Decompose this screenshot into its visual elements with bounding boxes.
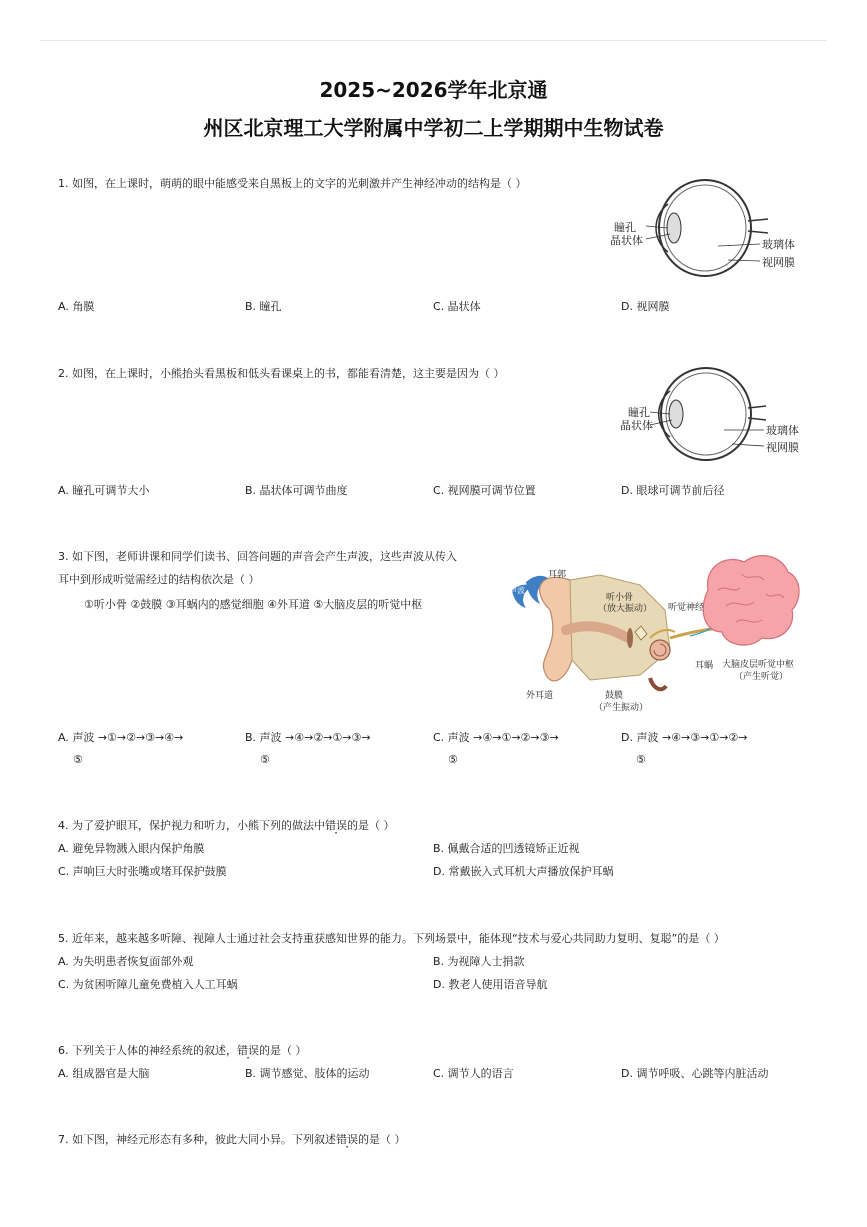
q3-ear-figure <box>490 550 806 715</box>
label-vitreous: 玻璃体 <box>762 238 795 251</box>
label-vitreous: 玻璃体 <box>766 424 799 437</box>
q2-option-a[interactable]: A. 瞳孔可调节大小 <box>58 484 150 497</box>
q6-option-c[interactable]: C. 调节人的语言 <box>433 1067 514 1080</box>
eardrum <box>627 628 633 648</box>
brain-icon <box>703 556 799 645</box>
label-pupil: 瞳孔 <box>614 221 636 234</box>
label-lens: 晶状体 <box>610 234 643 247</box>
label-pupil: 瞳孔 <box>628 406 650 419</box>
label-lens: 晶状体 <box>620 419 653 432</box>
page-title-line2: 州区北京理工大学附属中学初二上学期期中生物试卷 <box>203 116 664 140</box>
q6-option-a[interactable]: A. 组成器官是大脑 <box>58 1067 150 1080</box>
label-auditory-center-note: （产生听觉） <box>734 672 789 682</box>
page-title-line1: 2025~2026学年北京通 <box>319 78 548 102</box>
label-eardrum: 鼓膜 <box>605 691 624 701</box>
label-retina: 视网膜 <box>766 441 799 454</box>
q3-option-c[interactable]: C. 声波 →④→①→②→③→ ⑤ <box>433 731 559 766</box>
q4-option-a[interactable]: A. 避免异物溅入眼内保护角膜 <box>58 842 205 855</box>
q6-option-b[interactable]: B. 调节感觉、肢体的运动 <box>245 1067 370 1080</box>
q4-option-d[interactable]: D. 常戴嵌入式耳机大声播放保护耳蜗 <box>433 865 614 878</box>
eyeball-diagram <box>656 180 768 276</box>
q1-option-b[interactable]: B. 瞳孔 <box>245 300 282 313</box>
q4-option-b[interactable]: B. 佩戴合适的凹透镜矫正近视 <box>433 842 580 855</box>
label-cochlea: 耳蜗 <box>695 661 714 671</box>
q2-option-c[interactable]: C. 视网膜可调节位置 <box>433 484 536 497</box>
q5-option-c[interactable]: C. 为贫困听障儿童免费植入人工耳蜗 <box>58 978 238 991</box>
q5-option-b[interactable]: B. 为视障人士捐款 <box>433 955 525 968</box>
label-eardrum-note: （产生振动） <box>594 703 649 713</box>
q7-stem: 7. 如下图，神经元形态有多种，彼此大同小异。下列叙述错误的是（ ） <box>58 1133 406 1146</box>
eyeball-diagram <box>659 368 766 460</box>
emphasis-mark: 错误 <box>336 1133 358 1146</box>
label-ossicles-note: （放大振动） <box>598 604 653 614</box>
q3-items: ①听小骨 ②鼓膜 ③耳蜗内的感觉细胞 ④外耳道 ⑤大脑皮层的听觉中枢 <box>84 598 423 611</box>
q5-option-d[interactable]: D. 教老人使用语音导航 <box>433 978 548 991</box>
emphasis-mark: 错误 <box>237 1044 259 1057</box>
q3-stem-line2: 耳中到形成听觉需经过的结构依次是（ ） <box>58 573 260 586</box>
q4-option-c[interactable]: C. 声响巨大时张嘴或堵耳保护鼓膜 <box>58 865 227 878</box>
q1-option-c[interactable]: C. 晶状体 <box>433 300 481 313</box>
q1-eye-figure <box>608 176 804 280</box>
label-auditory-nerve: 听觉神经 <box>668 603 705 613</box>
q3-option-b[interactable]: B. 声波 →④→②→①→③→ ⑤ <box>245 731 371 766</box>
label-pinna: 耳郭 <box>548 570 567 580</box>
label-ossicles: 听小骨 <box>606 593 634 603</box>
q5-option-a[interactable]: A. 为失明患者恢复面部外观 <box>58 955 194 968</box>
label-auditory-center: 大脑皮层听觉中枢 <box>722 660 795 670</box>
q3-stem-line1: 3. 如下图，老师讲课和同学们读书、回答问题的声音会产生声波，这些声波从传入 <box>58 550 457 563</box>
q2-eye-figure <box>614 364 804 464</box>
header-rule <box>40 40 827 41</box>
q6-stem: 6. 下列关于人体的神经系统的叙述，错误的是（ ） <box>58 1044 307 1057</box>
label-retina: 视网膜 <box>762 256 795 269</box>
q1-option-d[interactable]: D. 视网膜 <box>621 300 670 313</box>
q1-stem: 1. 如图，在上课时，萌萌的眼中能感受来自黑板上的文字的光刺激并产生神经冲动的结构是（ ） <box>58 177 527 190</box>
q2-option-d[interactable]: D. 眼球可调节前后径 <box>621 484 725 497</box>
q2-stem: 2. 如图，在上课时，小熊抬头看黑板和低头看课桌上的书，都能看清楚，这主要是因为（ ） <box>58 367 505 380</box>
q4-stem: 4. 为了爱护眼耳，保护视力和听力，小熊下列的做法中错误的是（ ） <box>58 819 395 832</box>
emphasis-mark: 错误 <box>325 819 347 832</box>
label-sound-wave: 声波 <box>509 586 525 595</box>
q2-option-b[interactable]: B. 晶状体可调节曲度 <box>245 484 348 497</box>
q1-option-a[interactable]: A. 角膜 <box>58 300 95 313</box>
q5-stem: 5. 近年来，越来越多听障、视障人士通过社会支持重获感知世界的能力。下列场景中，能体现“技术与爱心共同助力复明、复聪”的是（ ） <box>58 932 725 945</box>
q6-option-d[interactable]: D. 调节呼吸、心跳等内脏活动 <box>621 1067 769 1080</box>
q3-option-a[interactable]: A. 声波 →①→②→③→④→ ⑤ <box>58 731 184 766</box>
cochlea-icon <box>650 640 670 660</box>
q3-option-d[interactable]: D. 声波 →④→③→①→②→ ⑤ <box>621 731 748 766</box>
label-ear-canal: 外耳道 <box>526 691 554 701</box>
